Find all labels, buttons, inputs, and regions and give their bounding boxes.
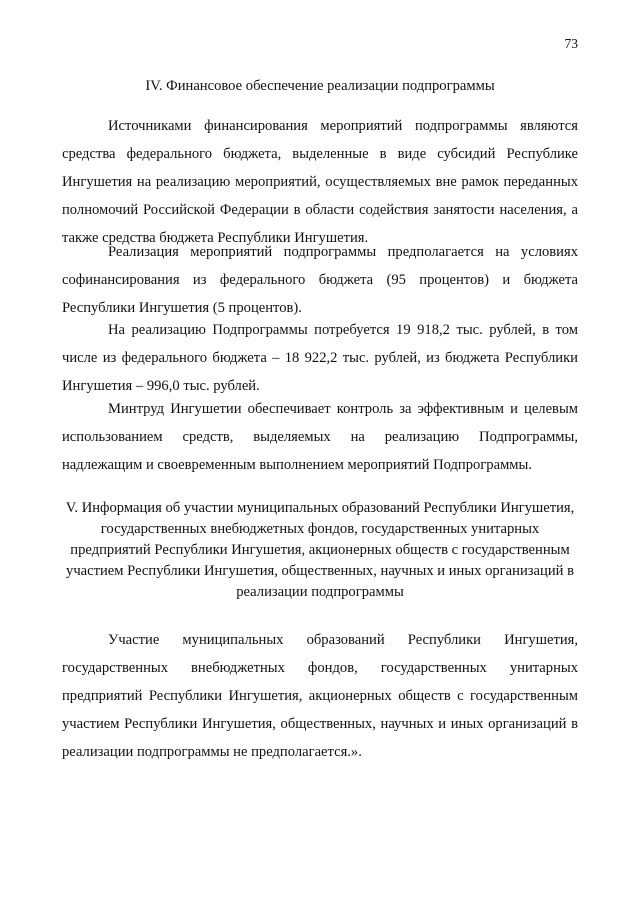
section-4-paragraph-4: Минтруд Ингушетии обеспечивает контроль за эффективным и целевым использованием средств, выделяемых на реализацию Подпрограммы, надлежащим и своевременным выполнением мероприятий Подпрограммы. bbox=[62, 401, 578, 473]
section-4-paragraph-3: На реализацию Подпрограммы потребуется 19 918,2 тыс. рублей, в том числе из федерального бюджета – 18 922,2 тыс. рублей, из бюджета Республики Ингушетия – 996,0 тыс. рублей. bbox=[62, 322, 578, 394]
section-5-paragraph-1: Участие муниципальных образований Республики Ингушетия, государственных внебюджетных фондов, государственных унитарных предприятий Республики Ингушетия, акционерных обществ с государственным участием Республики Ингушетия, общественных, научных и иных организаций в реализации подпрограммы не предполагается.». bbox=[62, 632, 578, 760]
section-4-paragraph-2: Реализация мероприятий подпрограммы предполагается на условиях софинансирования из федерального бюджета (95 процентов) и бюджета Республики Ингушетия (5 процентов). bbox=[62, 244, 578, 316]
section-4-paragraph-1: Источниками финансирования мероприятий подпрограммы являются средства федерального бюджета, выделенные в виде субсидий Республике Ингушетия на реализацию мероприятий, осуществляемых вне рамок переданных полномочий Российской Федерации в области содействия занятости населения, а также средства бюджета Республики Ингушетия. bbox=[62, 118, 578, 246]
page-number: 73 bbox=[564, 36, 578, 51]
section-5-title: V. Информация об участии муниципальных образований Республики Ингушетия, государственных внебюджетных фондов, государственных унитарных предприятий Республики Ингушетия, акционерных обществ с государственным участием Республики Ингушетия, общественных, научных и иных организаций в реализации подпрограммы bbox=[65, 500, 575, 600]
section-4-title: IV. Финансовое обеспечение реализации подпрограммы bbox=[145, 78, 495, 94]
